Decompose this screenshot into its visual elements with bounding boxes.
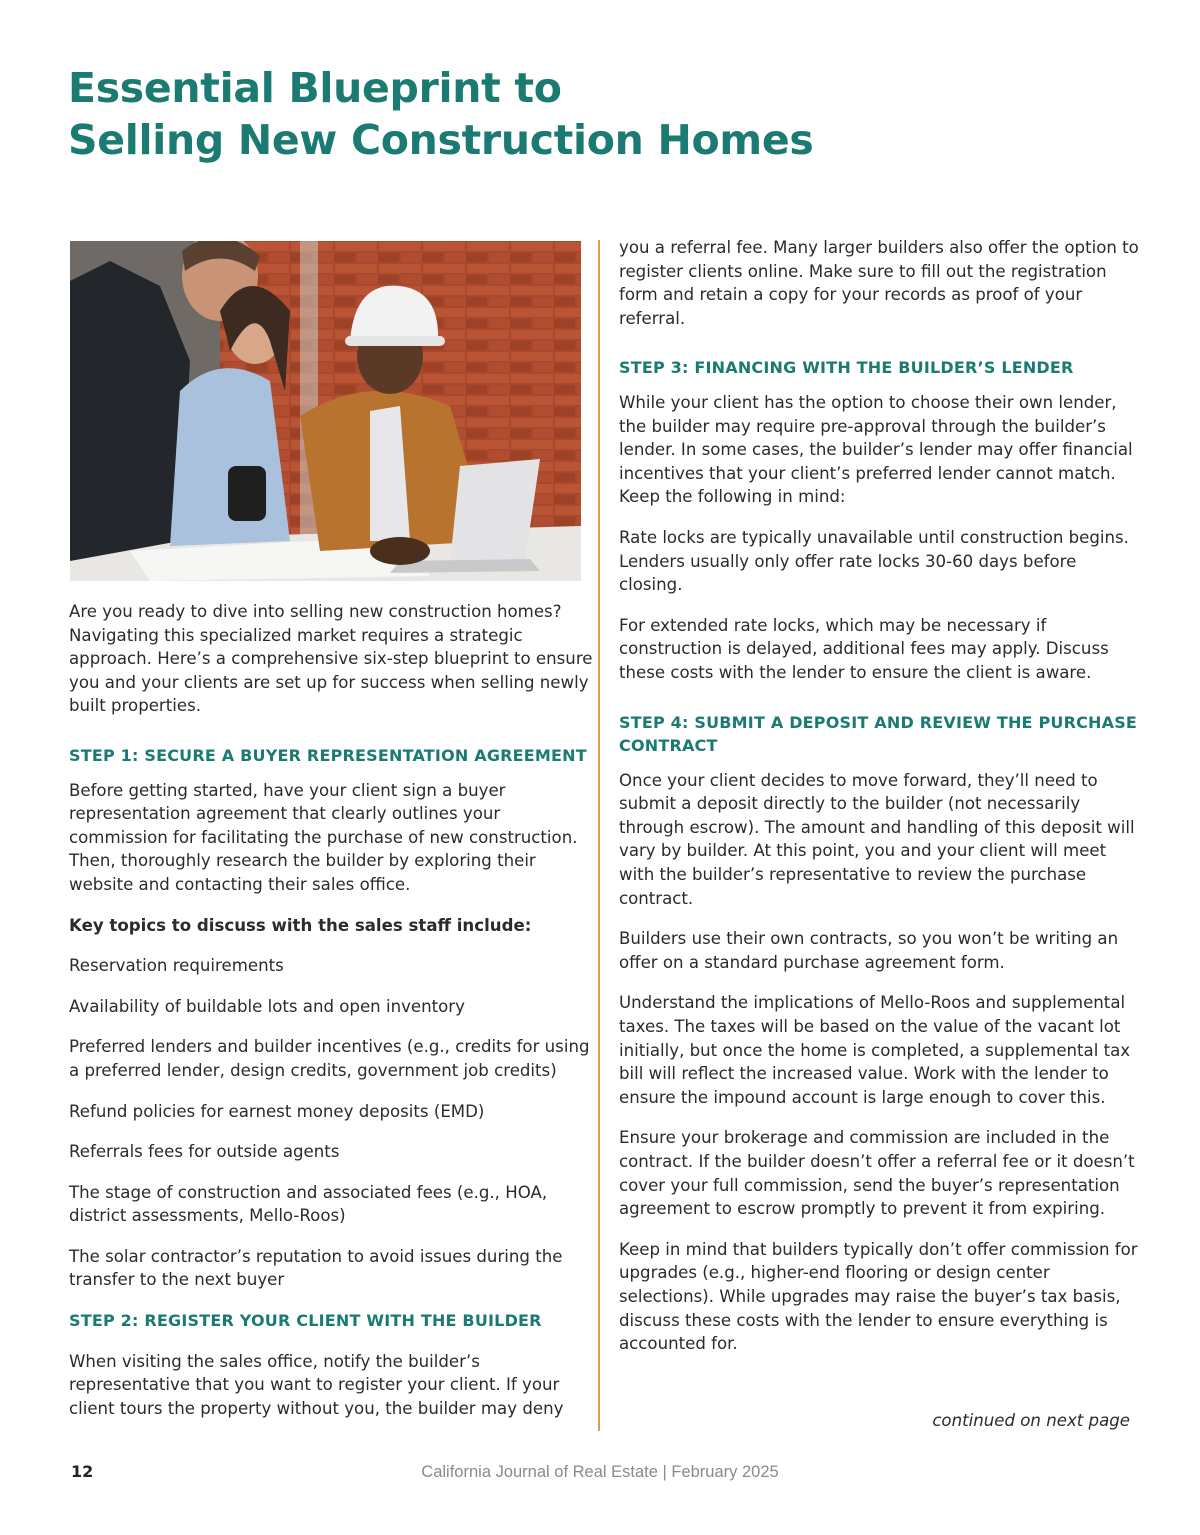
key-topics-label: Key topics to discuss with the sales staff include: bbox=[69, 915, 532, 935]
step1-body: Before getting started, have your client sign a buyer representation agreement that clearly outlines your commission for facilitating the purchase of new construction. Then, thoroughly research the builder by exploring their website and contacting their sales office. bbox=[69, 780, 578, 894]
page-number: 12 bbox=[71, 1462, 94, 1481]
topic-item: The solar contractor’s reputation to avoid issues during the transfer to the next buyer bbox=[69, 1246, 563, 1290]
step3-heading: STEP 3: FINANCING WITH THE BUILDER’S LENDER bbox=[619, 358, 1074, 378]
photo-icon bbox=[70, 241, 581, 581]
step4-deposit: Once your client decides to move forward, they’ll need to submit a deposit directly to the builder (not necessarily through escrow). The amount and handling of this deposit will vary by builder. At this point, you and your client will meet with the builder’s representative to review the purchase contract. bbox=[619, 770, 1135, 908]
step4-heading: STEP 4: SUBMIT A DEPOSIT AND REVIEW THE PURCHASE CONTRACT bbox=[619, 712, 1138, 756]
publication-footer: California Journal of Real Estate | February 2025 bbox=[421, 1463, 779, 1481]
step4-contracts: Builders use their own contracts, so you won’t be writing an offer on a standard purchase agreement form. bbox=[619, 929, 1119, 972]
title-line-2: Selling New Construction Homes bbox=[68, 116, 814, 164]
continued-note: continued on next page bbox=[932, 1411, 1130, 1430]
left-column bbox=[69, 600, 599, 1420]
step3-body: While your client has the option to choose their own lender, the builder may require pre-approval through the builder’s lender. In some cases, the builder’s lender may offer financial incentives that your client’s preferred lender cannot match. Keep the following in mind: bbox=[619, 392, 1133, 507]
step2-continued: you a referral fee. Many larger builders also offer the option to register clients online. Make sure to fill out the registration form and retain a copy for your records as proof of your referral. bbox=[619, 238, 1139, 328]
step1-heading: STEP 1: SECURE A BUYER REPRESENTATION AGREEMENT bbox=[69, 745, 587, 765]
step3-extended-locks: For extended rate locks, which may be necessary if construction is delayed, additional fees may apply. Discuss these costs with the lender to ensure the client is aware. bbox=[619, 615, 1109, 682]
topic-item: Refund policies for earnest money deposits (EMD) bbox=[69, 1101, 485, 1121]
step2-heading: STEP 2: REGISTER YOUR CLIENT WITH THE BUILDER bbox=[69, 1311, 542, 1331]
step4-mello-roos: Understand the implications of Mello-Roos and supplemental taxes. The taxes will be based on the value of the vacant lot initially, but once the home is completed, a supplemental tax bill will reflect the increased value. Work with the lender to ensure the impound account is large enough to cover this. bbox=[619, 993, 1131, 1107]
topic-item: Preferred lenders and builder incentives (e.g., credits for using a preferred lender, design credits, government job credits) bbox=[69, 1037, 590, 1080]
construction-photo bbox=[70, 241, 581, 581]
step3-rate-locks: Rate locks are typically unavailable until construction begins. Lenders usually only offer rate locks 30-60 days before closing. bbox=[619, 527, 1129, 595]
intro-paragraph: Are you ready to dive into selling new construction homes? Navigating this specialized market requires a strategic approach. Here’s a comprehensive six-step blueprint to ensure you and your clients are set up for success when selling newly built properties. bbox=[69, 602, 593, 716]
page-title bbox=[68, 62, 813, 166]
step4-upgrades: Keep in mind that builders typically don’t offer commission for upgrades (e.g., higher-end flooring or design center selections). While upgrades may raise the buyer’s tax basis, discuss these costs with the lender to ensure everything is accounted for. bbox=[619, 1239, 1138, 1354]
topic-item: The stage of construction and associated fees (e.g., HOA, district assessments, Mello-Roos) bbox=[69, 1182, 548, 1226]
topic-item: Referrals fees for outside agents bbox=[69, 1142, 340, 1162]
title-line-1: Essential Blueprint to bbox=[68, 64, 562, 112]
step2-body: When visiting the sales office, notify the builder’s representative that you want to register your client. If your client tours the property without you, the builder may deny bbox=[69, 1351, 564, 1418]
topic-item: Availability of buildable lots and open inventory bbox=[69, 996, 465, 1016]
topic-item: Reservation requirements bbox=[69, 956, 284, 976]
right-column bbox=[619, 236, 1139, 1356]
step4-commission: Ensure your brokerage and commission are included in the contract. If the builder doesn’t offer a referral fee or it doesn’t cover your full commission, send the buyer’s representation agreement to escrow promptly to prevent it from expiring. bbox=[619, 1128, 1135, 1219]
